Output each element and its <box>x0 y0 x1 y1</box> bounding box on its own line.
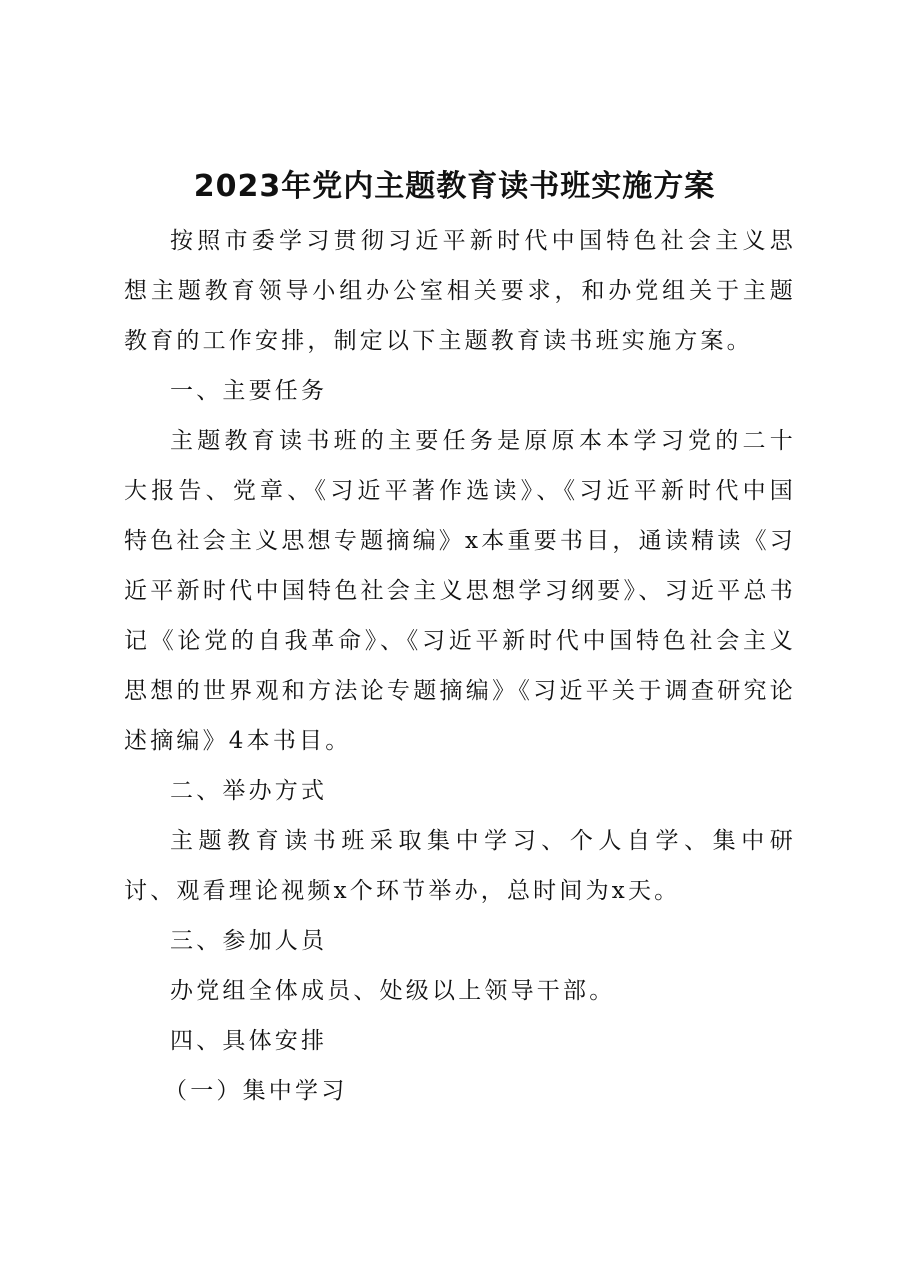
document-title: 2023年党内主题教育读书班实施方案 <box>193 169 716 204</box>
document-body <box>124 216 796 1116</box>
section-heading-participants: 三、参加人员 <box>170 928 328 954</box>
subsection-heading-centralized-study: （一）集中学习 <box>164 1078 348 1104</box>
section-body-tasks: 主题教育读书班的主要任务是原原本本学习党的二十大报告、党章、《习近平著作选读》、《习近平新时代中国特色社会主义思想专题摘编》x本重要书目，通读精读《习近平新时代中国特色社会主义思想学习纲要》、习近平总书记《论党的自我革命》、《习近平新时代中国特色社会主义思想的世界观和方法论专题摘编》《习近平关于调查研究论述摘编》4本书目。 <box>124 428 796 754</box>
section-heading-arrangement: 四、具体安排 <box>170 1028 328 1054</box>
section-heading-method: 二、举办方式 <box>170 778 328 804</box>
section-body-participants: 办党组全体成员、处级以上领导干部。 <box>170 978 616 1004</box>
intro-paragraph: 按照市委学习贯彻习近平新时代中国特色社会主义思想主题教育领导小组办公室相关要求，和办党组关于主题教育的工作安排，制定以下主题教育读书班实施方案。 <box>124 228 796 354</box>
section-heading-tasks: 一、主要任务 <box>170 378 328 404</box>
section-body-method: 主题教育读书班采取集中学习、个人自学、集中研讨、观看理论视频x个环节举办，总时间为x天。 <box>124 828 796 904</box>
